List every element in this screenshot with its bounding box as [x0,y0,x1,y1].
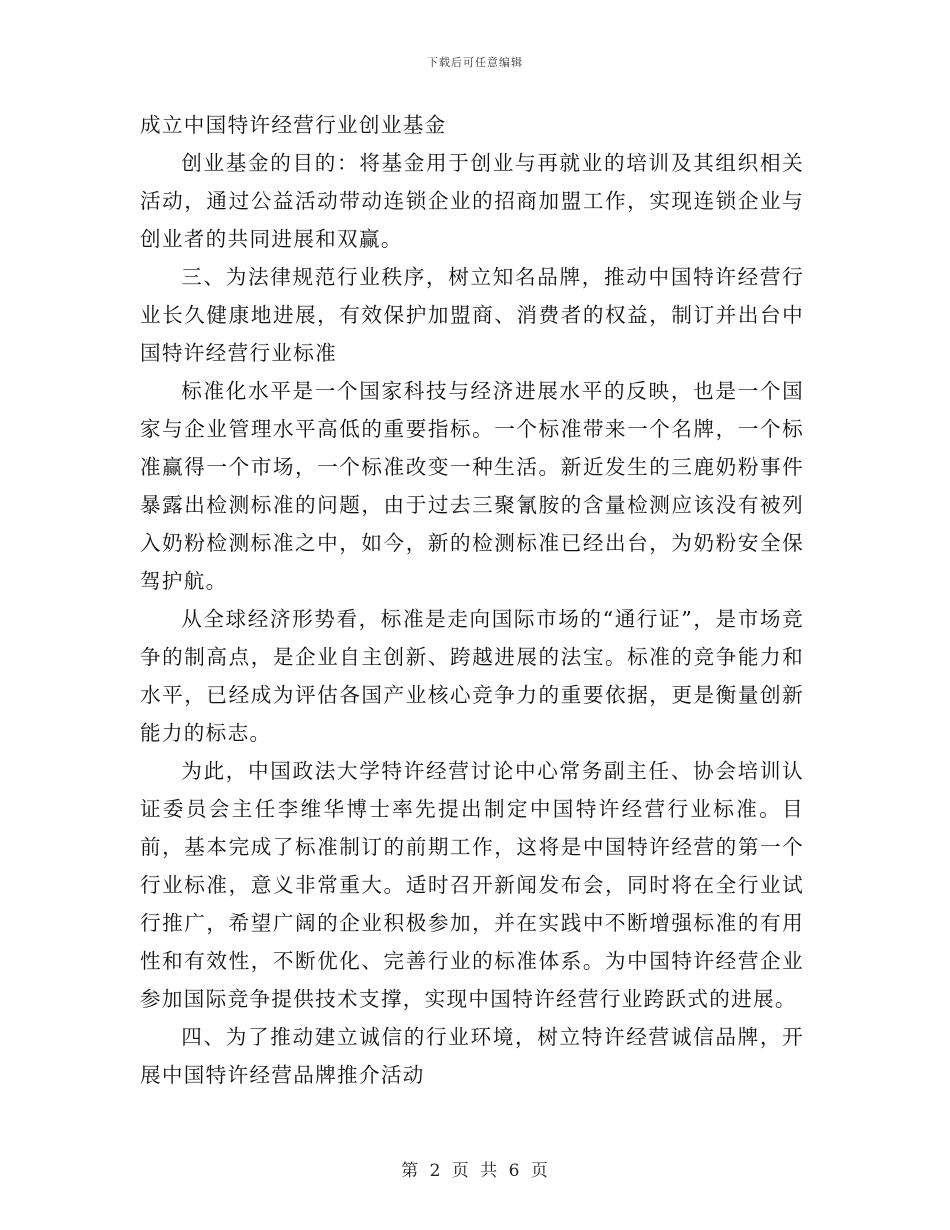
paragraph-standard-proposal: 为此，中国政法大学特许经营讨论中心常务副主任、协会培训认证委员会主任李维华博士率先提出制定中国特许经营行业标准。目前，基本完成了标准制订的前期工作，这将是中国特许经营的第一个行业标准，意义非常重大。适时召开新闻发布会，同时将在全行业试行推广，希望广阔的企业积极参加，并在实践中不断增强标准的有用性和有效性，不断优化、完善行业的标准体系。为中国特许经营企业参加国际竞争提供技术支撑，实现中国特许经营行业跨跃式的进展。 [140,759,804,1011]
page-header: 下载后可任意编辑 [427,56,523,69]
document-body [140,106,804,1094]
paragraph-heading-standards: 三、为法律规范行业秩序，树立知名品牌，推动中国特许经营行业长久健康地进展，有效保护加盟商、消费者的权益，制订并出台中国特许经营行业标准 [140,265,804,365]
paragraph-heading-fund: 成立中国特许经营行业创业基金 [140,113,447,137]
paragraph-fund-purpose: 创业基金的目的：将基金用于创业与再就业的培训及其组织相关活动，通过公益活动带动连锁企业的招商加盟工作，实现连锁企业与创业者的共同进展和双赢。 [140,151,804,251]
paragraph-standardization: 标准化水平是一个国家科技与经济进展水平的反映，也是一个国家与企业管理水平高低的重要指标。一个标准带来一个名牌，一个标准赢得一个市场，一个标准改变一种生活。新近发生的三鹿奶粉事件暴露出检测标准的问题，由于过去三聚氰胺的含量检测应该没有被列入奶粉检测标准之中，如今，新的检测标准已经出台，为奶粉安全保驾护航。 [140,379,804,593]
paragraph-global-economy: 从全球经济形势看，标准是走向国际市场的“通行证”，是市场竞争的制高点，是企业自主创新、跨越进展的法宝。标准的竞争能力和水平，已经成为评估各国产业核心竞争力的重要依据，更是衡量创新能力的标志。 [140,607,804,745]
paragraph-heading-integrity: 四、为了推动建立诚信的行业环境，树立特许经营诚信品牌，开展中国特许经营品牌推介活动 [140,1025,804,1087]
page-number: 第 2 页 共 6 页 [401,1161,549,1181]
